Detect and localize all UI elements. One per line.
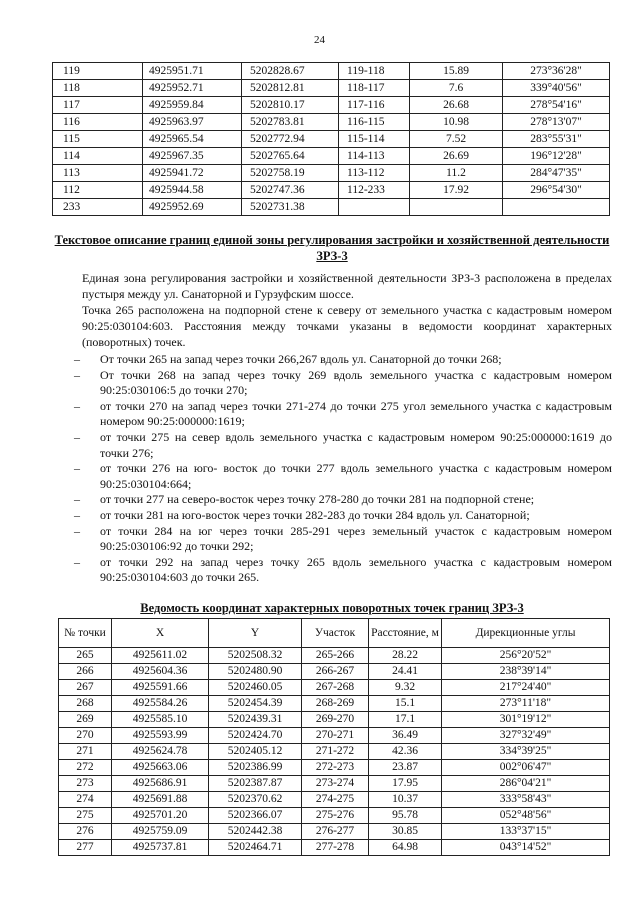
table-row: [59, 744, 610, 760]
table-cell: 286°04'21": [442, 776, 610, 792]
table-cell: [339, 199, 410, 216]
table-cell: 23.87: [369, 760, 442, 776]
list-item: [74, 461, 612, 492]
table-row: [53, 114, 610, 131]
top-coordinates-table: [52, 62, 610, 216]
table-cell: 10.37: [369, 792, 442, 808]
column-header: Расстояние, м: [369, 619, 442, 648]
list-item: [74, 524, 612, 555]
table-cell: 265-266: [302, 648, 369, 664]
column-header: Y: [209, 619, 302, 648]
table-cell: 284°47'35": [503, 165, 610, 182]
table-row: [53, 63, 610, 80]
table-cell: 4925941.72: [143, 165, 242, 182]
table-row: [59, 808, 610, 824]
table-cell: 9.32: [369, 680, 442, 696]
table-cell: 339°40'56": [503, 80, 610, 97]
table-row: [59, 824, 610, 840]
table-cell: 273°36'28": [503, 63, 610, 80]
boundary-bullet-list: [74, 352, 612, 586]
table-row: [59, 648, 610, 664]
table-cell: 301°19'12": [442, 712, 610, 728]
table-cell: 271: [59, 744, 112, 760]
table-cell: 283°55'31": [503, 131, 610, 148]
paragraph-2: Точка 265 расположена на подпорной стене к северу от земельного участка с кадастровым номером 90:25:030104:603. Расстояния между точками указаны в ведомости координат характерных (поворотных) точек.: [82, 303, 612, 349]
table-cell: 113-112: [339, 165, 410, 182]
table-cell: 5202370.62: [209, 792, 302, 808]
table-cell: 115-114: [339, 131, 410, 148]
table-cell: [410, 199, 503, 216]
table-row: [53, 199, 610, 216]
table-cell: 5202758.19: [242, 165, 339, 182]
table-cell: 275: [59, 808, 112, 824]
table-cell: 277-278: [302, 840, 369, 856]
table-cell: 233: [53, 199, 143, 216]
column-header: Дирекционные углы: [442, 619, 610, 648]
table-cell: 113: [53, 165, 143, 182]
table-cell: 5202460.05: [209, 680, 302, 696]
table-cell: 273°11'18": [442, 696, 610, 712]
table-cell: 114-113: [339, 148, 410, 165]
table-cell: [503, 199, 610, 216]
table-cell: 30.85: [369, 824, 442, 840]
table-cell: 4925611.02: [112, 648, 209, 664]
bullet-marker: –: [74, 352, 80, 366]
table-row: [53, 165, 610, 182]
list-item-text: от точки 292 на запад через точку 265 вдоль земельного участка с кадастровым номером 90:25:030104:603 до точки 265.: [100, 554, 612, 585]
list-item-text: от точки 277 на северо-восток через точку 278-280 до точки 281 на подпорной стене;: [100, 492, 535, 507]
table-cell: 64.98: [369, 840, 442, 856]
table-row: [53, 148, 610, 165]
table-cell: 119: [53, 63, 143, 80]
list-item: [74, 368, 612, 399]
bullet-marker: –: [74, 367, 80, 382]
table-row: [59, 664, 610, 680]
table-cell: 238°39'14": [442, 664, 610, 680]
table-cell: 17.95: [369, 776, 442, 792]
table-row: [59, 760, 610, 776]
table-cell: 296°54'30": [503, 182, 610, 199]
list-item-text: От точки 265 на запад через точки 266,267 вдоль ул. Санаторной до точки 268;: [100, 352, 502, 366]
table-cell: 043°14'52": [442, 840, 610, 856]
table-cell: 256°20'52": [442, 648, 610, 664]
column-header: № точки: [59, 619, 112, 648]
table-cell: 118: [53, 80, 143, 97]
table-cell: 4925604.36: [112, 664, 209, 680]
bullet-marker: –: [74, 398, 80, 413]
table-cell: 268: [59, 696, 112, 712]
table-cell: 4925691.88: [112, 792, 209, 808]
table-cell: 5202424.70: [209, 728, 302, 744]
table-cell: 4925759.09: [112, 824, 209, 840]
list-item-text: от точки 281 на юго-восток через точки 282-283 до точки 284 вдоль ул. Санаторной;: [100, 507, 530, 522]
table-cell: 5202439.31: [209, 712, 302, 728]
table-cell: 266-267: [302, 664, 369, 680]
table-cell: 275-276: [302, 808, 369, 824]
table-cell: 5202387.87: [209, 776, 302, 792]
table-cell: 217°24'40": [442, 680, 610, 696]
table-row: [59, 840, 610, 856]
table-cell: 5202508.32: [209, 648, 302, 664]
table-cell: 5202454.39: [209, 696, 302, 712]
table-cell: 272: [59, 760, 112, 776]
table-cell: 265: [59, 648, 112, 664]
table-cell: 95.78: [369, 808, 442, 824]
table-cell: 276-277: [302, 824, 369, 840]
table-cell: 119-118: [339, 63, 410, 80]
table-row: [59, 728, 610, 744]
table-cell: 4925591.66: [112, 680, 209, 696]
table-cell: 42.36: [369, 744, 442, 760]
list-item-text: от точки 276 на юго- восток до точки 277 вдоль земельного участка с кадастровым номером 90:25:030104:664;: [100, 461, 612, 491]
table-cell: 4925952.71: [143, 80, 242, 97]
table-cell: 274-275: [302, 792, 369, 808]
table-row: [59, 776, 610, 792]
list-item: [74, 508, 612, 524]
table-row: [59, 696, 610, 712]
bullet-marker: –: [74, 507, 80, 522]
table-cell: 5202783.81: [242, 114, 339, 131]
table-cell: 15.1: [369, 696, 442, 712]
section-heading: Текстовое описание границ единой зоны регулирования застройки и хозяйственной деятельности ЗРЗ-3: [54, 233, 610, 263]
list-item-text: От точки 268 на запад через точку 269 вдоль земельного участка с кадастровым номером 90:25:030106:5 до точки 270;: [100, 367, 612, 398]
table-cell: 5202747.36: [242, 182, 339, 199]
column-header: Участок: [302, 619, 369, 648]
bullet-marker: –: [74, 523, 80, 538]
table-cell: 4925701.20: [112, 808, 209, 824]
table-cell: 196°12'28": [503, 148, 610, 165]
table-cell: 112: [53, 182, 143, 199]
bullet-marker: –: [74, 461, 80, 476]
table-cell: 271-272: [302, 744, 369, 760]
list-item: [74, 430, 612, 461]
table-cell: 4925663.06: [112, 760, 209, 776]
table-cell: 28.22: [369, 648, 442, 664]
description-text: [82, 270, 612, 350]
table-cell: 278°13'07": [503, 114, 610, 131]
table-row: [53, 182, 610, 199]
table-cell: 133°37'15": [442, 824, 610, 840]
table-cell: 5202810.17: [242, 97, 339, 114]
table-row: [53, 131, 610, 148]
column-header: X: [112, 619, 209, 648]
table-cell: 4925585.10: [112, 712, 209, 728]
table-cell: 4925593.99: [112, 728, 209, 744]
table-cell: 117-116: [339, 97, 410, 114]
table-cell: 5202480.90: [209, 664, 302, 680]
table-cell: 7.52: [410, 131, 503, 148]
table-cell: 333°58'43": [442, 792, 610, 808]
table-heading: Ведомость координат характерных поворотных точек границ ЗРЗ-3: [140, 601, 524, 615]
table-cell: 4925584.26: [112, 696, 209, 712]
table-cell: 114: [53, 148, 143, 165]
list-item-text: от точки 270 на запад через точки 271-274 до точки 275 угол земельного участка с кадастровым номером 90:25:000000:1619;: [100, 398, 612, 429]
table-cell: 5202772.94: [242, 131, 339, 148]
table-cell: 117: [53, 97, 143, 114]
coordinates-table: [58, 618, 610, 856]
table-cell: 270-271: [302, 728, 369, 744]
table-cell: 270: [59, 728, 112, 744]
table-cell: 112-233: [339, 182, 410, 199]
table-cell: 278°54'16": [503, 97, 610, 114]
list-item-text: от точки 275 на север вдоль земельного участка с кадастровым номером 90:25:000000:1619 до точки 276;: [100, 429, 612, 460]
table-cell: 277: [59, 840, 112, 856]
table-cell: 268-269: [302, 696, 369, 712]
table-cell: 4925624.78: [112, 744, 209, 760]
table-cell: 4925944.58: [143, 182, 242, 199]
bullet-marker: –: [74, 429, 80, 444]
table-row: [59, 680, 610, 696]
table-cell: 267: [59, 680, 112, 696]
paragraph-1: Единая зона регулирования застройки и хозяйственной деятельности ЗРЗ-3 расположена в пределах пустыря между ул. Санаторной и Гурзуфским шоссе.: [82, 271, 612, 301]
table-cell: 5202405.12: [209, 744, 302, 760]
table-cell: 4925951.71: [143, 63, 242, 80]
table-cell: 4925686.91: [112, 776, 209, 792]
table-cell: 15.89: [410, 63, 503, 80]
page-number: 24: [314, 34, 325, 46]
table-cell: 276: [59, 824, 112, 840]
table-cell: 4925959.84: [143, 97, 242, 114]
table-cell: 17.1: [369, 712, 442, 728]
table-cell: 266: [59, 664, 112, 680]
table-cell: 273: [59, 776, 112, 792]
table-cell: 5202765.64: [242, 148, 339, 165]
table-cell: 267-268: [302, 680, 369, 696]
table-cell: 11.2: [410, 165, 503, 182]
table-cell: 272-273: [302, 760, 369, 776]
table-row: [53, 80, 610, 97]
table-cell: 327°32'49": [442, 728, 610, 744]
table-cell: 5202812.81: [242, 80, 339, 97]
table-cell: 26.68: [410, 97, 503, 114]
table-cell: 4925965.54: [143, 131, 242, 148]
table-cell: 334°39'25": [442, 744, 610, 760]
table-cell: 10.98: [410, 114, 503, 131]
table-cell: 36.49: [369, 728, 442, 744]
table-cell: 052°48'56": [442, 808, 610, 824]
table-cell: 115: [53, 131, 143, 148]
bullet-marker: –: [74, 492, 80, 507]
list-item-text: от точки 284 на юг через точки 285-291 через земельный участок с кадастровым номером 90:25:030106:92 до точки 292;: [100, 523, 612, 554]
table-cell: 24.41: [369, 664, 442, 680]
list-item: [74, 555, 612, 586]
table-cell: 269-270: [302, 712, 369, 728]
table-cell: 116: [53, 114, 143, 131]
list-item: [74, 352, 612, 368]
table-cell: 7.6: [410, 80, 503, 97]
table-cell: 4925952.69: [143, 199, 242, 216]
table-cell: 5202386.99: [209, 760, 302, 776]
table-cell: 17.92: [410, 182, 503, 199]
table-cell: 5202366.07: [209, 808, 302, 824]
table-cell: 269: [59, 712, 112, 728]
table-cell: 002°06'47": [442, 760, 610, 776]
table-cell: 4925963.97: [143, 114, 242, 131]
table-cell: 274: [59, 792, 112, 808]
table-cell: 4925967.35: [143, 148, 242, 165]
table-cell: 118-117: [339, 80, 410, 97]
table-cell: 5202731.38: [242, 199, 339, 216]
table-cell: 273-274: [302, 776, 369, 792]
bullet-marker: –: [74, 554, 80, 569]
table-cell: 4925737.81: [112, 840, 209, 856]
table-row: [53, 97, 610, 114]
table-row: [59, 792, 610, 808]
table-cell: 5202828.67: [242, 63, 339, 80]
list-item: [74, 399, 612, 430]
table-cell: 116-115: [339, 114, 410, 131]
table-cell: 5202464.71: [209, 840, 302, 856]
table-cell: 26.69: [410, 148, 503, 165]
list-item: [74, 492, 612, 508]
table-row: [59, 712, 610, 728]
table-cell: 5202442.38: [209, 824, 302, 840]
